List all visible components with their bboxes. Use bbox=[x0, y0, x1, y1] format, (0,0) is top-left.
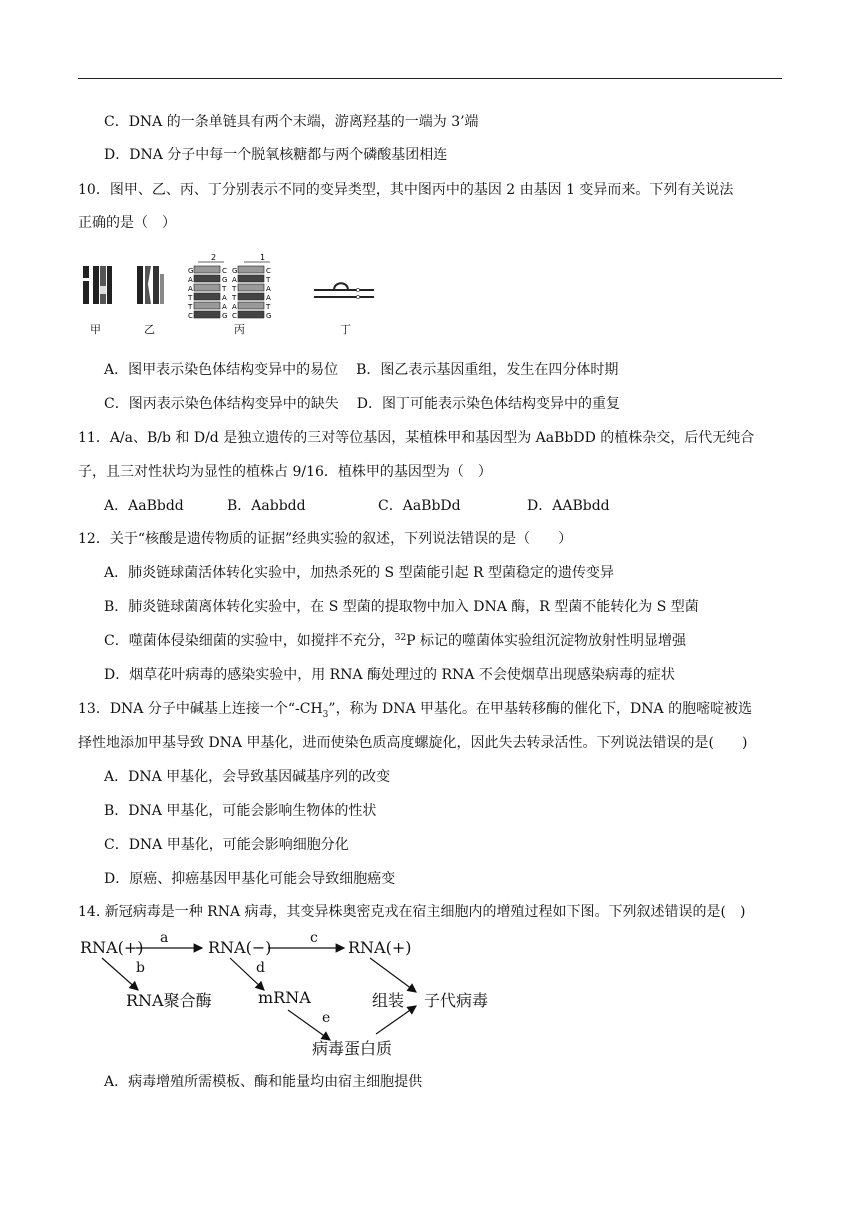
q11-option-d: D．AABbdd bbox=[527, 498, 610, 514]
q9-option-c: C．DNA 的一条单链具有两个末端，游离羟基的一端为 3’端 bbox=[104, 114, 479, 130]
flow-mrna: mRNA bbox=[258, 988, 311, 1007]
gene-1-right-base: C bbox=[266, 267, 271, 275]
q13-stem-line1: 13．DNA 分子中碱基上连接一个“$-CH_3$”，称为 DNA 甲基化。在甲基转移酶的催化下，DNA 的胞嘧啶被选 bbox=[78, 701, 753, 720]
figure-bing-dna-sequences bbox=[186, 252, 272, 322]
gene-2-base-pair bbox=[194, 275, 220, 282]
gene-2-right-base: A bbox=[222, 303, 227, 311]
q12-option-d: D．烟草花叶病毒的感染实验中，用 RNA 酶处理过的 RNA 不会使烟草出现感染病毒的症状 bbox=[104, 667, 675, 683]
q13-stem-line2: 择性地添加甲基导致 DNA 甲基化，进而使染色质高度螺旋化，因此失去转录活性。下列说法错误的是( ) bbox=[78, 735, 748, 751]
figure-jia-chromosomes bbox=[80, 264, 114, 308]
gene-1-left-base: T bbox=[232, 294, 237, 302]
gene-2-right-base: T bbox=[222, 285, 227, 293]
q10-option-b: B．图乙表示基因重组，发生在四分体时期 bbox=[356, 362, 619, 378]
gene-1-base-pair bbox=[238, 266, 264, 273]
q10-option-d: D．图丁可能表示染色体结构变异中的重复 bbox=[356, 396, 620, 412]
flow-rna-plus-1: RNA(+) bbox=[80, 938, 144, 957]
flow-progeny-virus: 子代病毒 bbox=[424, 991, 489, 1010]
gene-1-right-base: T bbox=[266, 276, 271, 284]
q12-option-b: B．肺炎链球菌离体转化实验中，在 S 型菌的提取物中加入 DNA 酶，R 型菌不能转化为 S 型菌 bbox=[104, 599, 699, 615]
q10-stem-line2: 正确的是（ ） bbox=[78, 215, 176, 231]
gene-2-left-base: A bbox=[188, 276, 193, 284]
caption-ding: 丁 bbox=[340, 323, 351, 336]
gene-2-left-base: T bbox=[188, 294, 193, 302]
gene-1-right-base: A bbox=[266, 294, 271, 302]
figure-yi-chromosomes bbox=[134, 264, 166, 308]
gene-1-base-pair bbox=[238, 284, 264, 291]
q10-options-row1 bbox=[104, 360, 618, 380]
q10-stem-line1: 10．图甲、乙、丙、丁分别表示不同的变异类型，其中图丙中的基因 2 由基因 1 变异而来。下列有关说法 bbox=[78, 182, 734, 198]
q12-stem: 12．关于“核酸是遗传物质的证据”经典实验的叙述，下列说法错误的是（ ） bbox=[78, 531, 573, 547]
q12-option-c: C．噬菌体侵染细菌的实验中，如搅拌不充分，$^{32}$P 标记的噬菌体实验组沉淀物放射性明显增强 bbox=[104, 633, 687, 649]
gene-1-left-base: A bbox=[232, 276, 237, 284]
gene-2-right-base: G bbox=[222, 312, 228, 320]
gene-1-left-base: A bbox=[232, 303, 237, 311]
caption-yi: 乙 bbox=[144, 323, 155, 336]
gene-2-left-base: C bbox=[188, 312, 193, 320]
gene-2-right-base: A bbox=[222, 294, 227, 302]
gene-2-base-pair bbox=[194, 266, 220, 273]
q12-option-a: A．肺炎链球菌活体转化实验中，加热杀死的 S 型菌能引起 R 型菌稳定的遗传变异 bbox=[104, 565, 615, 581]
gene-2-base-pair bbox=[194, 284, 220, 291]
gene-1-left-base: C bbox=[232, 312, 237, 320]
gene-2-left-base: G bbox=[188, 267, 194, 275]
q9-option-d: D．DNA 分子中每一个脱氧核糖都与两个磷酸基团相连 bbox=[104, 147, 448, 163]
q14-option-a: A．病毒增殖所需模板、酶和能量均由宿主细胞提供 bbox=[104, 1074, 423, 1090]
q13-option-d: D．原癌、抑癌基因甲基化可能会导致细胞癌变 bbox=[104, 871, 396, 887]
q11-stem-line2: 子，且三对性状均为显性的植株占 9/16．植株甲的基因型为（ ） bbox=[78, 464, 492, 480]
gene-2-right-base: C bbox=[222, 267, 227, 275]
figure-ding-chromosome-pairing bbox=[314, 280, 376, 300]
q10-option-a: A．图甲表示染色体结构变异中的易位 bbox=[104, 362, 339, 378]
gene-2-label: 2 bbox=[211, 253, 217, 262]
gene-1-right-base: A bbox=[266, 285, 271, 293]
flow-rna-polymerase: RNA聚合酶 bbox=[126, 991, 212, 1010]
flow-letter-b: b bbox=[136, 960, 145, 976]
gene-1-label: 1 bbox=[260, 253, 266, 262]
gene-2-base-pair bbox=[194, 311, 220, 318]
q13-option-a: A．DNA 甲基化，会导致基因碱基序列的改变 bbox=[104, 769, 391, 785]
gene-2-base-pair bbox=[194, 293, 220, 300]
gene-2-left-base: T bbox=[188, 303, 193, 311]
q14-stem: 14. 新冠病毒是一种 RNA 病毒，其变异株奥密克戎在宿主细胞内的增殖过程如下图。下列叙述错误的是( ) bbox=[78, 904, 746, 920]
q11-option-a: A．AaBbdd bbox=[104, 498, 184, 514]
q11-option-b: B．Aabbdd bbox=[227, 498, 306, 514]
gene-1-base-pair bbox=[238, 311, 264, 318]
gene-1-base-pair bbox=[238, 302, 264, 309]
caption-jia: 甲 bbox=[90, 323, 101, 336]
header-rule bbox=[78, 78, 782, 79]
q13-option-c: C．DNA 甲基化，可能会影响细胞分化 bbox=[104, 837, 349, 853]
q13-option-b: B．DNA 甲基化，可能会影响生物体的性状 bbox=[104, 803, 377, 819]
q11-option-c: C．AaBbDd bbox=[378, 498, 461, 514]
flow-letter-c: c bbox=[310, 930, 318, 946]
flow-rna-minus: RNA(−) bbox=[208, 938, 272, 957]
flow-letter-a: a bbox=[160, 930, 169, 946]
gene-1-right-base: T bbox=[266, 303, 271, 311]
caption-bing: 丙 bbox=[234, 323, 245, 336]
flow-letter-e: e bbox=[322, 1010, 331, 1026]
gene-1-left-base: G bbox=[232, 267, 238, 275]
gene-1-right-base: G bbox=[266, 312, 272, 320]
q10-option-c: C．图丙表示染色体结构变异中的缺失 bbox=[104, 396, 339, 412]
gene-1-base-pair bbox=[238, 275, 264, 282]
gene-1-base-pair bbox=[238, 293, 264, 300]
gene-1-left-base: T bbox=[232, 285, 237, 293]
flow-letter-d: d bbox=[256, 960, 265, 976]
q10-options-row2 bbox=[104, 394, 620, 414]
gene-2-base-pair bbox=[194, 302, 220, 309]
flow-assemble: 组装 bbox=[372, 991, 405, 1010]
gene-2-right-base: G bbox=[222, 276, 228, 284]
flow-virus-protein: 病毒蛋白质 bbox=[312, 1039, 393, 1058]
q11-stem-line1: 11．A/a、B/b 和 D/d 是独立遗传的三对等位基因，某植株甲和基因型为 AaBbDD 的植株杂交，后代无纯合 bbox=[78, 430, 755, 446]
flow-rna-plus-2: RNA(+) bbox=[348, 938, 412, 957]
gene-2-left-base: A bbox=[188, 285, 193, 293]
